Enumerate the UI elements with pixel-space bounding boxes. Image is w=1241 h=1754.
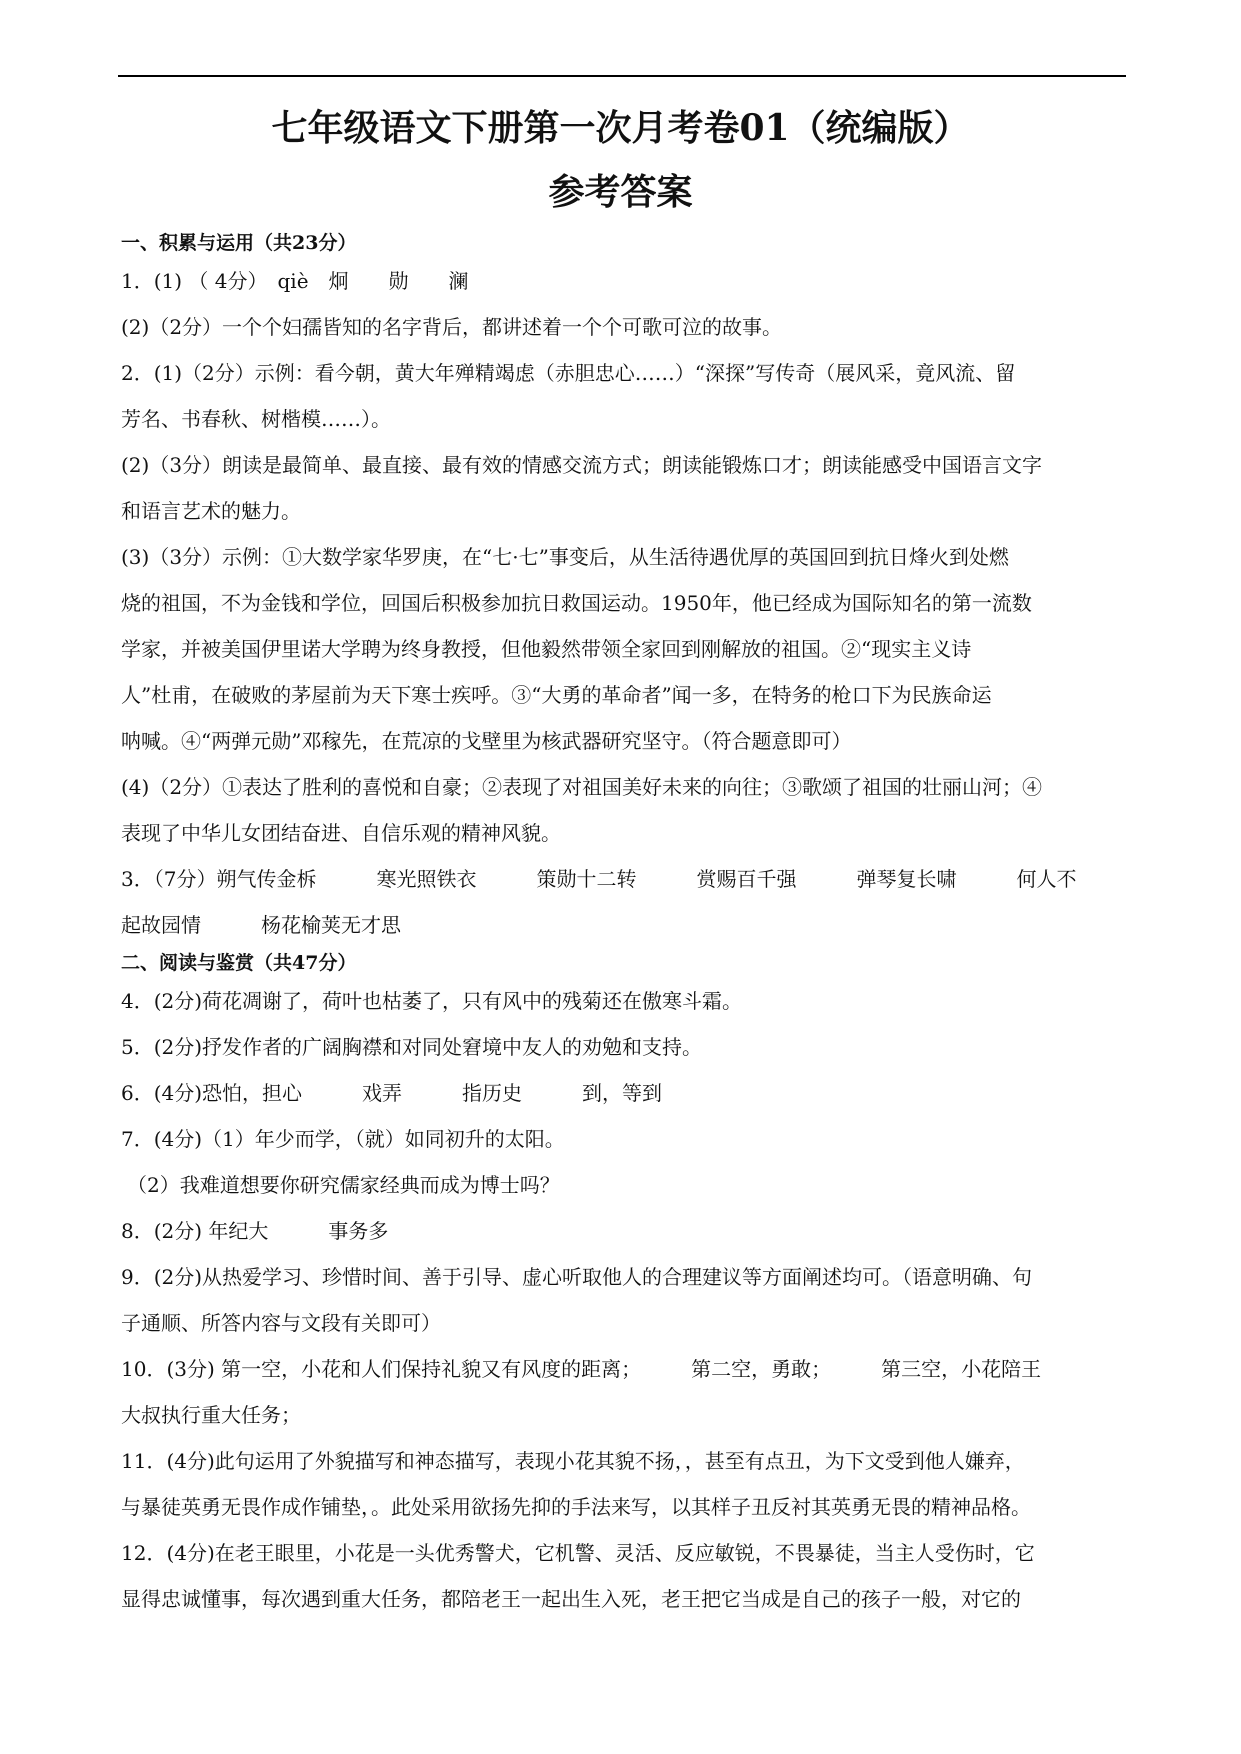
answer-line: 子通顺、所答内容与文段有关即可） [121,1311,441,1335]
answer-line: 9．(2分)从热爱学习、珍惜时间、善于引导、虚心听取他人的合理建议等方面阐述均可。（语意明确、句 [121,1265,1033,1289]
answer-line: (2)（3分）朗读是最简单、最直接、最有效的情感交流方式；朗读能锻炼口才；朗读能感受中国语言文字 [121,453,1043,477]
answer-line: 和语言艺术的魅力。 [121,499,301,523]
answer-line: 11．(4分)此句运用了外貌描写和神态描写，表现小花其貌不扬，，甚至有点丑，为下文受到他人嫌弃， [121,1449,1025,1473]
answer-content [121,228,1127,1622]
section-heading: 二、阅读与鉴赏（共47分） [121,952,357,974]
answer-line: 表现了中华儿女团结奋进、自信乐观的精神风貌。 [121,821,561,845]
answer-line: (3)（3分）示例：①大数学家华罗庚，在“七·七”事变后，从生活待遇优厚的英国回到抗日烽火到处燃 [121,545,1009,569]
section-heading: 一、积累与运用（共23分） [121,232,357,254]
page-title: 七年级语文下册第一次月考卷01（统编版） [271,107,970,149]
answer-line: 3．（7分）朔气传金柝 寒光照铁衣 策勋十二转 赏赐百千强 弹琴复长啸 何人不 [121,867,1077,891]
answer-line: 7．(4分)（1）年少而学，（就）如同初升的太阳。 [121,1127,565,1151]
answer-line: 8．(2分) 年纪大 事务多 [121,1219,389,1243]
answer-line: 10．(3分) 第一空，小花和人们保持礼貌又有风度的距离； 第二空，勇敢； 第三空，小花陪王 [121,1357,1042,1381]
answer-line: (4)（2分）①表达了胜利的喜悦和自豪；②表现了对祖国美好未来的向往；③歌颂了祖国的壮丽山河；④ [121,775,1043,799]
answer-line: 与暴徒英勇无畏作成作铺垫，。此处采用欲扬先抑的手法来写，以其样子丑反衬其英勇无畏的精神品格。 [121,1495,1031,1519]
answer-line: 1．(1) （ 4分） qiè 炯 勋 澜 [121,269,469,293]
answer-line: 6．(4分)恐怕，担心 戏弄 指历史 到，等到 [121,1081,663,1105]
answer-line: 5．(2分)抒发作者的广阔胸襟和对同处窘境中友人的劝勉和支持。 [121,1035,703,1059]
answer-line: 大叔执行重大任务； [121,1403,301,1427]
answer-line: 学家，并被美国伊里诺大学聘为终身教授，但他毅然带领全家回到刚解放的祖国。②“现实主义诗 [121,637,972,661]
answer-line: (2)（2分）一个个妇孺皆知的名字背后，都讲述着一个个可歌可泣的故事。 [121,315,783,339]
answer-line: 呐喊。④“两弹元勋”邓稼先，在荒凉的戈壁里为核武器研究坚守。（符合题意即可） [121,729,852,753]
answer-line: 人”杜甫，在破败的茅屋前为天下寒士疾呼。③“大勇的革命者”闻一多，在特务的枪口下为民族命运 [121,683,992,707]
answer-line: 2．(1)（2分）示例：看今朝，黄大年殚精竭虑（赤胆忠心……）“深探”写传奇（展风采，竟风流、留 [121,361,1016,385]
top-rule [118,75,1126,77]
answer-line: 芳名、书春秋、树楷模……）。 [121,407,391,431]
answer-line: 起故园情 杨花榆荚无才思 [121,913,401,937]
answer-line: 显得忠诚懂事，每次遇到重大任务，都陪老王一起出生入死，老王把它当成是自己的孩子一般，对它的 [121,1587,1021,1611]
answer-line: （2）我难道想要你研究儒家经典而成为博士吗？ [127,1173,560,1197]
answer-line: 烧的祖国，不为金钱和学位，回国后积极参加抗日救国运动。1950年，他已经成为国际知名的第一流数 [121,591,1032,615]
answer-line: 12．(4分)在老王眼里，小花是一头优秀警犬，它机警、灵活、反应敏锐，不畏暴徒，当主人受伤时，它 [121,1541,1035,1565]
answer-line: 4．(2分)荷花凋谢了，荷叶也枯萎了，只有风中的残菊还在傲寒斗霜。 [121,989,743,1013]
page-subtitle: 参考答案 [548,171,693,213]
